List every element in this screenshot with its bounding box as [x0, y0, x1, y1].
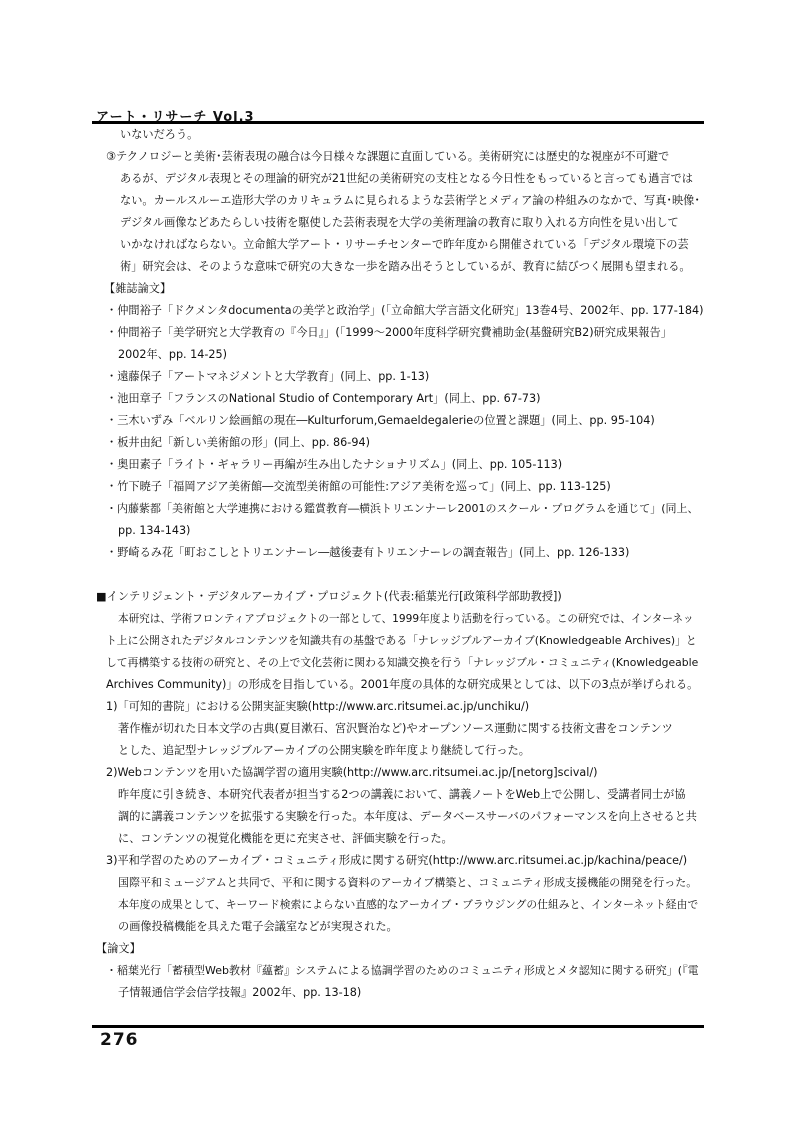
body-text-line: 著作権が切れた日本文学の古典(夏目漱石、宮沢賢治など)やオープンソース運動に関する技術文書をコンテンツ — [118, 722, 673, 735]
body-text-line: して再構築する技術の研究と、その上で文化芸術に関わる知識交換を行う「ナレッジブル・コミュニティ(Knowledgeable — [106, 656, 699, 669]
body-text-line: ・奥田素子「ライト・ギャラリー再編が生み出したナショナリズム」(同上、pp. 105-113) — [106, 458, 563, 471]
body-text-line: Archives Community)」の形成を目指している。2001年度の具体的な研究成果としては、以下の3点が挙げられる。 — [106, 678, 699, 691]
page-body — [96, 124, 704, 1004]
body-text-line: あるが、デジタル表現とその理論的研究が21世紀の美術研究の支柱となる今日性をもっていると言っても過言では — [120, 172, 693, 185]
body-text-line: とした、追記型ナレッジブルアーカイブの公開実験を昨年度より継続して行った。 — [118, 744, 530, 757]
body-text-line: いかなければならない。立命館大学アート・リサーチセンターで昨年度から開催されている「デジタル環境下の芸 — [120, 238, 689, 251]
body-text-line: ・遠藤保子「アートマネジメントと大学教育」(同上、pp. 1-13) — [106, 370, 430, 383]
body-text-line: ト上に公開されたデジタルコンテンツを知識共有の基盤である「ナレッジブルアーカイブ(Knowledgeable Archives)」と — [106, 634, 697, 647]
body-text-line: ・内藤紫都「美術館と大学連携における鑑賞教育―横浜トリエンナーレ2001のスクール・プログラムを通じて」(同上、 — [106, 502, 699, 515]
body-text-line: ・仲間裕子「ドクメンタdocumentaの美学と政治学」(「立命館大学言語文化研究」13巻4号、2002年、pp. 177-184) — [106, 304, 704, 317]
body-text-line: 2)Webコンテンツを用いた協調学習の適用実験(http://www.arc.ritsumei.ac.jp/[netorg]scival/) — [106, 766, 598, 779]
body-text-line: 3)平和学習のためのアーカイブ・コミュニティ形成に関する研究(http://www.arc.ritsumei.ac.jp/kachina/peace/) — [106, 854, 688, 867]
body-text-line: ■インテリジェント・デジタルアーカイブ・プロジェクト(代表:稲葉光行[政策科学部助教授]) — [96, 590, 562, 603]
body-text-line: ・三木いずみ「ベルリン絵画館の現在―Kulturforum,Gemaeldegalerieの位置と課題」(同上、pp. 95-104) — [106, 414, 655, 427]
body-text-line: 【論文】 — [96, 942, 141, 955]
body-text-line: 子情報通信学会信学技報』2002年、pp. 13-18) — [118, 986, 362, 999]
body-text-line: ・竹下暁子「福岡アジア美術館―交流型美術館の可能性:アジア美術を巡って」(同上、pp. 113-125) — [106, 480, 611, 493]
body-text-line: 1)「可知的書院」における公開実証実験(http://www.arc.ritsumei.ac.jp/unchiku/) — [106, 700, 530, 713]
body-text-line: デジタル画像などあたらしい技術を駆使した芸術表現を大学の美術理論の教育に取り入れる方向性を見い出して — [120, 216, 679, 229]
page-number: 276 — [100, 1030, 139, 1050]
body-text-line: に、コンテンツの視覚化機能を更に充実させ、評価実験を行った。 — [118, 832, 453, 845]
body-text-line: ・稲葉光行「蓄積型Web教材『蘊蓄』システムによる協調学習のためのコミュニティ形成とメタ認知に関する研究」(『電 — [106, 964, 699, 977]
body-text-line: ・板井由紀「新しい美術館の形」(同上、pp. 86-94) — [106, 436, 370, 449]
body-text-line: ③テクノロジーと美術･芸術表現の融合は今日様々な課題に直面している。美術研究には歴史的な視座が不可避で — [106, 150, 670, 163]
body-text-line: 調的に講義コンテンツを拡張する実験を行った。本年度は、データベースサーバのパフォーマンスを向上させると共 — [118, 810, 697, 823]
body-text-line: の画像投稿機能を具えた電子会議室などが実現された。 — [118, 920, 398, 933]
body-text-line: 昨年度に引き続き、本研究代表者が担当する2つの講義において、講義ノートをWeb上で公開し、受講者同士が協 — [118, 788, 686, 801]
body-text-line: 本研究は、学術フロンティアプロジェクトの一部として、1999年度より活動を行っている。この研究では、インターネッ — [118, 613, 694, 625]
body-text-line: いないだろう。 — [120, 128, 199, 141]
body-text-line: 術」研究会は、そのような意味で研究の大きな一歩を踏み出そうとしているが、教育に結びつく展開も望まれる。 — [120, 260, 691, 273]
body-text-line: ・仲間裕子「美学研究と大学教育の『今日』」(「1999～2000年度科学研究費補助金(基盤研究B2)研究成果報告」 — [106, 326, 672, 339]
footer-rule — [92, 1025, 704, 1028]
body-text-line: ・野崎るみ花「町おこしとトリエンナーレ―越後妻有トリエンナーレの調査報告」(同上、pp. 126-133) — [106, 546, 630, 559]
body-text-line: 2002年、pp. 14-25) — [118, 348, 228, 361]
body-text-line: 国際平和ミュージアムと共同で、平和に関する資料のアーカイブ構築と、コミュニティ形成支援機能の開発を行った。 — [118, 876, 698, 889]
body-text-line: 【雑誌論文】 — [104, 282, 172, 295]
body-text-line: ない。カールスルーエ造形大学のカリキュラムに見られるような芸術学とメディア論の枠組みのなかで、写真･映像･ — [120, 194, 700, 207]
body-text-line: pp. 134-143) — [118, 524, 191, 537]
body-text-line: 本年度の成果として、キーワード検索によらない直感的なアーカイブ・ブラウジングの仕組みと、インターネット経由で — [118, 898, 699, 911]
body-text-line: ・池田章子「フランスのNational Studio of Contemporary Art」(同上、pp. 67-73) — [106, 392, 541, 405]
running-header-title: アート・リサーチ Vol.3 — [96, 110, 255, 125]
body-text-line — [96, 564, 704, 586]
